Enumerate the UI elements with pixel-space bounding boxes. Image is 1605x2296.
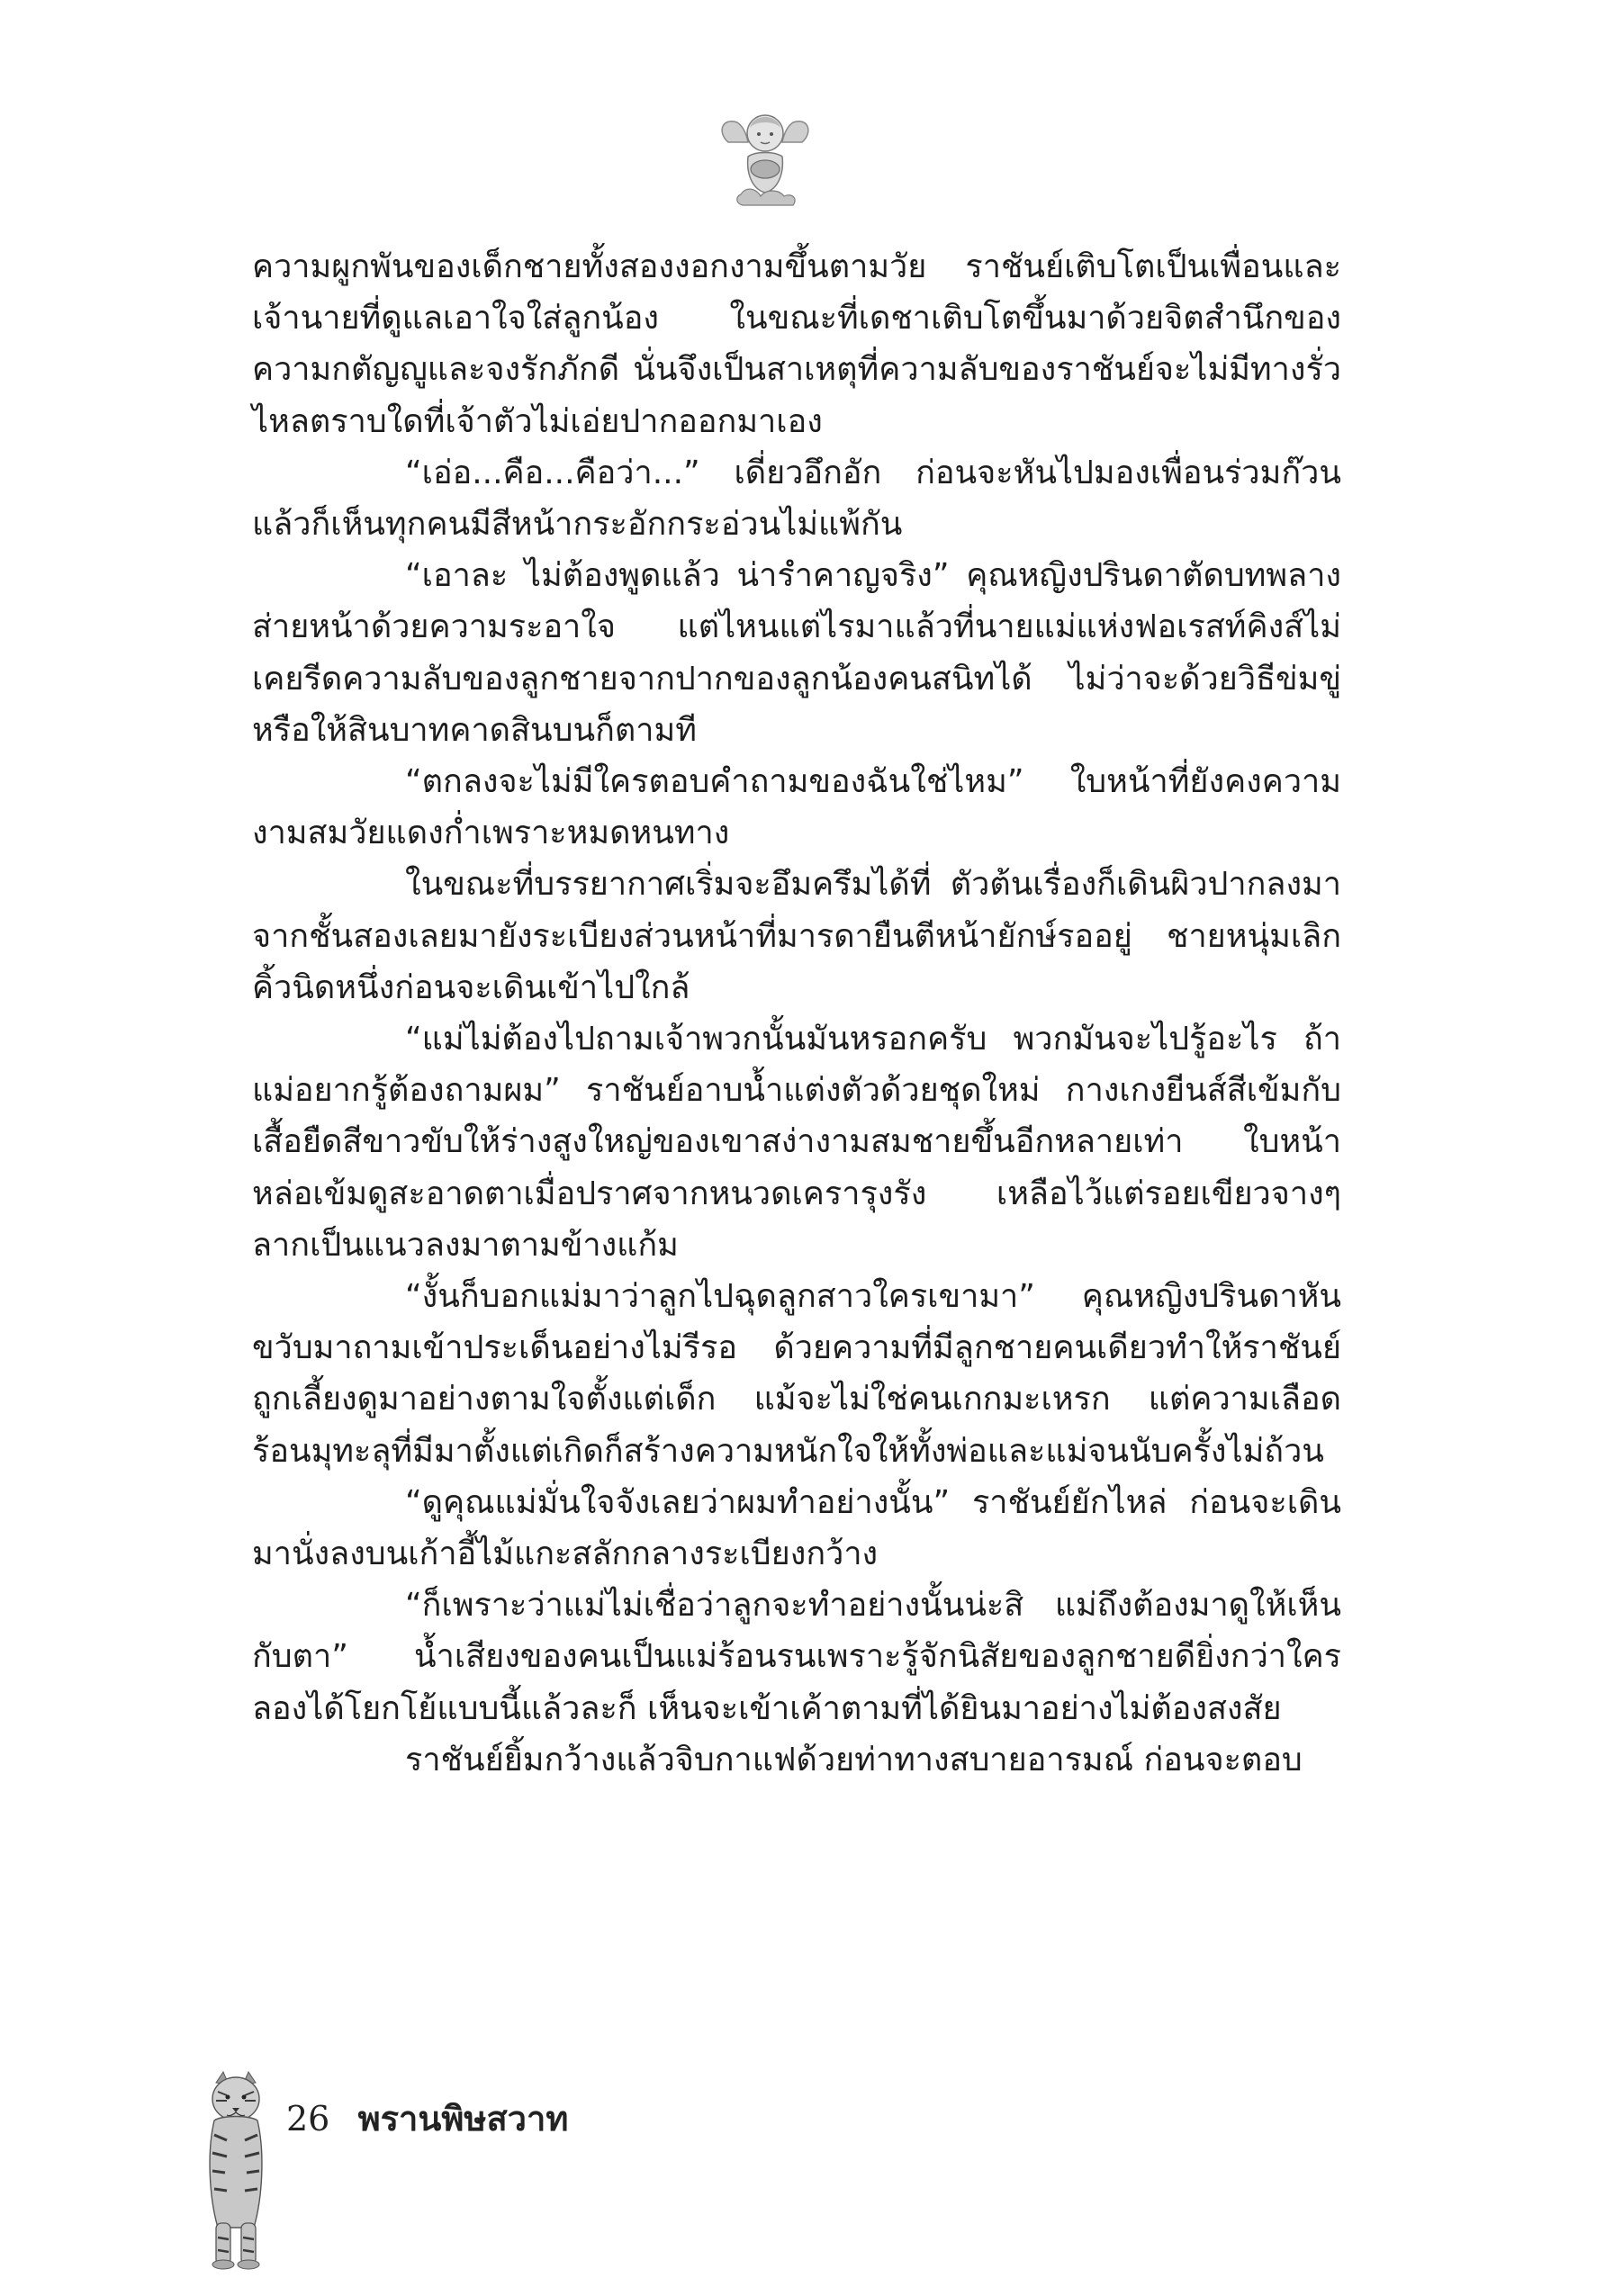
- cherub-angel-ornament-icon: [716, 106, 815, 210]
- paragraph: “เอาละ ไม่ต้องพูดแล้ว น่ารำคาญจริง” คุณหญิงปรินดาตัดบทพลางส่ายหน้าด้วยความระอาใจ แต่ไหนแต่ไรมาแล้วที่นายแม่แห่งฟอเรสท์คิงส์ไม่เคยรีดความลับของลูกชายจากปากของลูกน้องคนสนิทได้ ไม่ว่าจะด้วยวิธีข่มขู่หรือให้สินบาทคาดสินบนก็ตามที: [252, 557, 1341, 749]
- chapter-body-text: [252, 241, 1341, 1786]
- paragraph: “ดูคุณแม่มั่นใจจังเลยว่าผมทำอย่างนั้น” ราชันย์ยักไหล่ ก่อนจะเดินมานั่งลงบนเก้าอี้ไม้แกะสลักกลางระเบียงกว้าง: [252, 1483, 1341, 1573]
- paragraph: “เอ่อ...คือ...คือว่า...” เดี่ยวอึกอัก ก่อนจะหันไปมองเพื่อนร่วมก๊วน แล้วก็เห็นทุกคนมีสีหน้ากระอักกระอ่วนไม่แพ้กัน: [252, 454, 1341, 544]
- tiger-illustration-icon: [191, 2070, 281, 2270]
- paragraph: “งั้นก็บอกแม่มาว่าลูกไปฉุดลูกสาวใครเขามา” คุณหญิงปรินดาหันขวับมาถามเข้าประเด็นอย่างไม่รีรอ ด้วยความที่มีลูกชายคนเดียวทำให้ราชันย์ถูกเลี้ยงดูมาอย่างตามใจตั้งแต่เด็ก แม้จะไม่ใช่คนเกกมะเหรก แต่ความเลือดร้อนมุทะลุที่มีมาตั้งแต่เกิดก็สร้างความหนักใจให้ทั้งพ่อและแม่จนนับครั้งไม่ถ้วน: [252, 1278, 1341, 1470]
- book-title: พรานพิษสวาท: [357, 2098, 569, 2138]
- paragraph: “ตกลงจะไม่มีใครตอบคำถามของฉันใช่ไหม” ใบหน้าที่ยังคงความงามสมวัยแดงก่ำเพราะหมดหนทาง: [252, 763, 1341, 852]
- page-number: 26: [286, 2099, 330, 2138]
- paragraph: ในขณะที่บรรยากาศเริ่มจะอึมครึมได้ที่ ตัวต้นเรื่องก็เดินผิวปากลงมาจากชั้นสองเลยมายังระเบียงส่วนหน้าที่มารดายืนตีหน้ายักษ์รออยู่ ชายหนุ่มเลิกคิ้วนิดหนึ่งก่อนจะเดินเข้าไปใกล้: [252, 866, 1341, 1006]
- paragraph: ราชันย์ยิ้มกว้างแล้วจิบกาแฟด้วยท่าทางสบายอารมณ์ ก่อนจะตอบ: [405, 1741, 1303, 1778]
- paragraph: “ก็เพราะว่าแม่ไม่เชื่อว่าลูกจะทำอย่างนั้นน่ะสิ แม่ถึงต้องมาดูให้เห็นกับตา” น้ำเสียงของคนเป็นแม่ร้อนรนเพราะรู้จักนิสัยของลูกชายดียิ่งกว่าใคร ลองได้โยกโย้แบบนี้แล้วละก็ เห็นจะเข้าเค้าตามที่ได้ยินมาอย่างไม่ต้องสงสัย: [252, 1587, 1341, 1727]
- paragraph: ความผูกพันของเด็กชายทั้งสองงอกงามขึ้นตามวัย ราชันย์เติบโตเป็นเพื่อนและเจ้านายที่ดูแลเอาใจใส่ลูกน้อง ในขณะที่เดชาเติบโตขึ้นมาด้วยจิตสำนึกของความกตัญญูและจงรักภักดี นั่นจึงเป็นสาเหตุที่ความลับของราชันย์จะไม่มีทางรั่วไหลตราบใดที่เจ้าตัวไม่เอ่ยปากออกมาเอง: [252, 248, 1341, 440]
- page-footer: [286, 2091, 568, 2146]
- paragraph: “แม่ไม่ต้องไปถามเจ้าพวกนั้นมันหรอกครับ พวกมันจะไปรู้อะไร ถ้าแม่อยากรู้ต้องถามผม” ราชันย์อาบน้ำแต่งตัวด้วยชุดใหม่ กางเกงยีนส์สีเข้มกับเสื้อยืดสีขาวขับให้ร่างสูงใหญ่ของเขาสง่างามสมชายขึ้นอีกหลายเท่า ใบหน้าหล่อเข้มดูสะอาดตาเมื่อปราศจากหนวดเครารุงรัง เหลือไว้แต่รอยเขียวจางๆ ลากเป็นแนวลงมาตามข้างแก้ม: [252, 1021, 1341, 1264]
